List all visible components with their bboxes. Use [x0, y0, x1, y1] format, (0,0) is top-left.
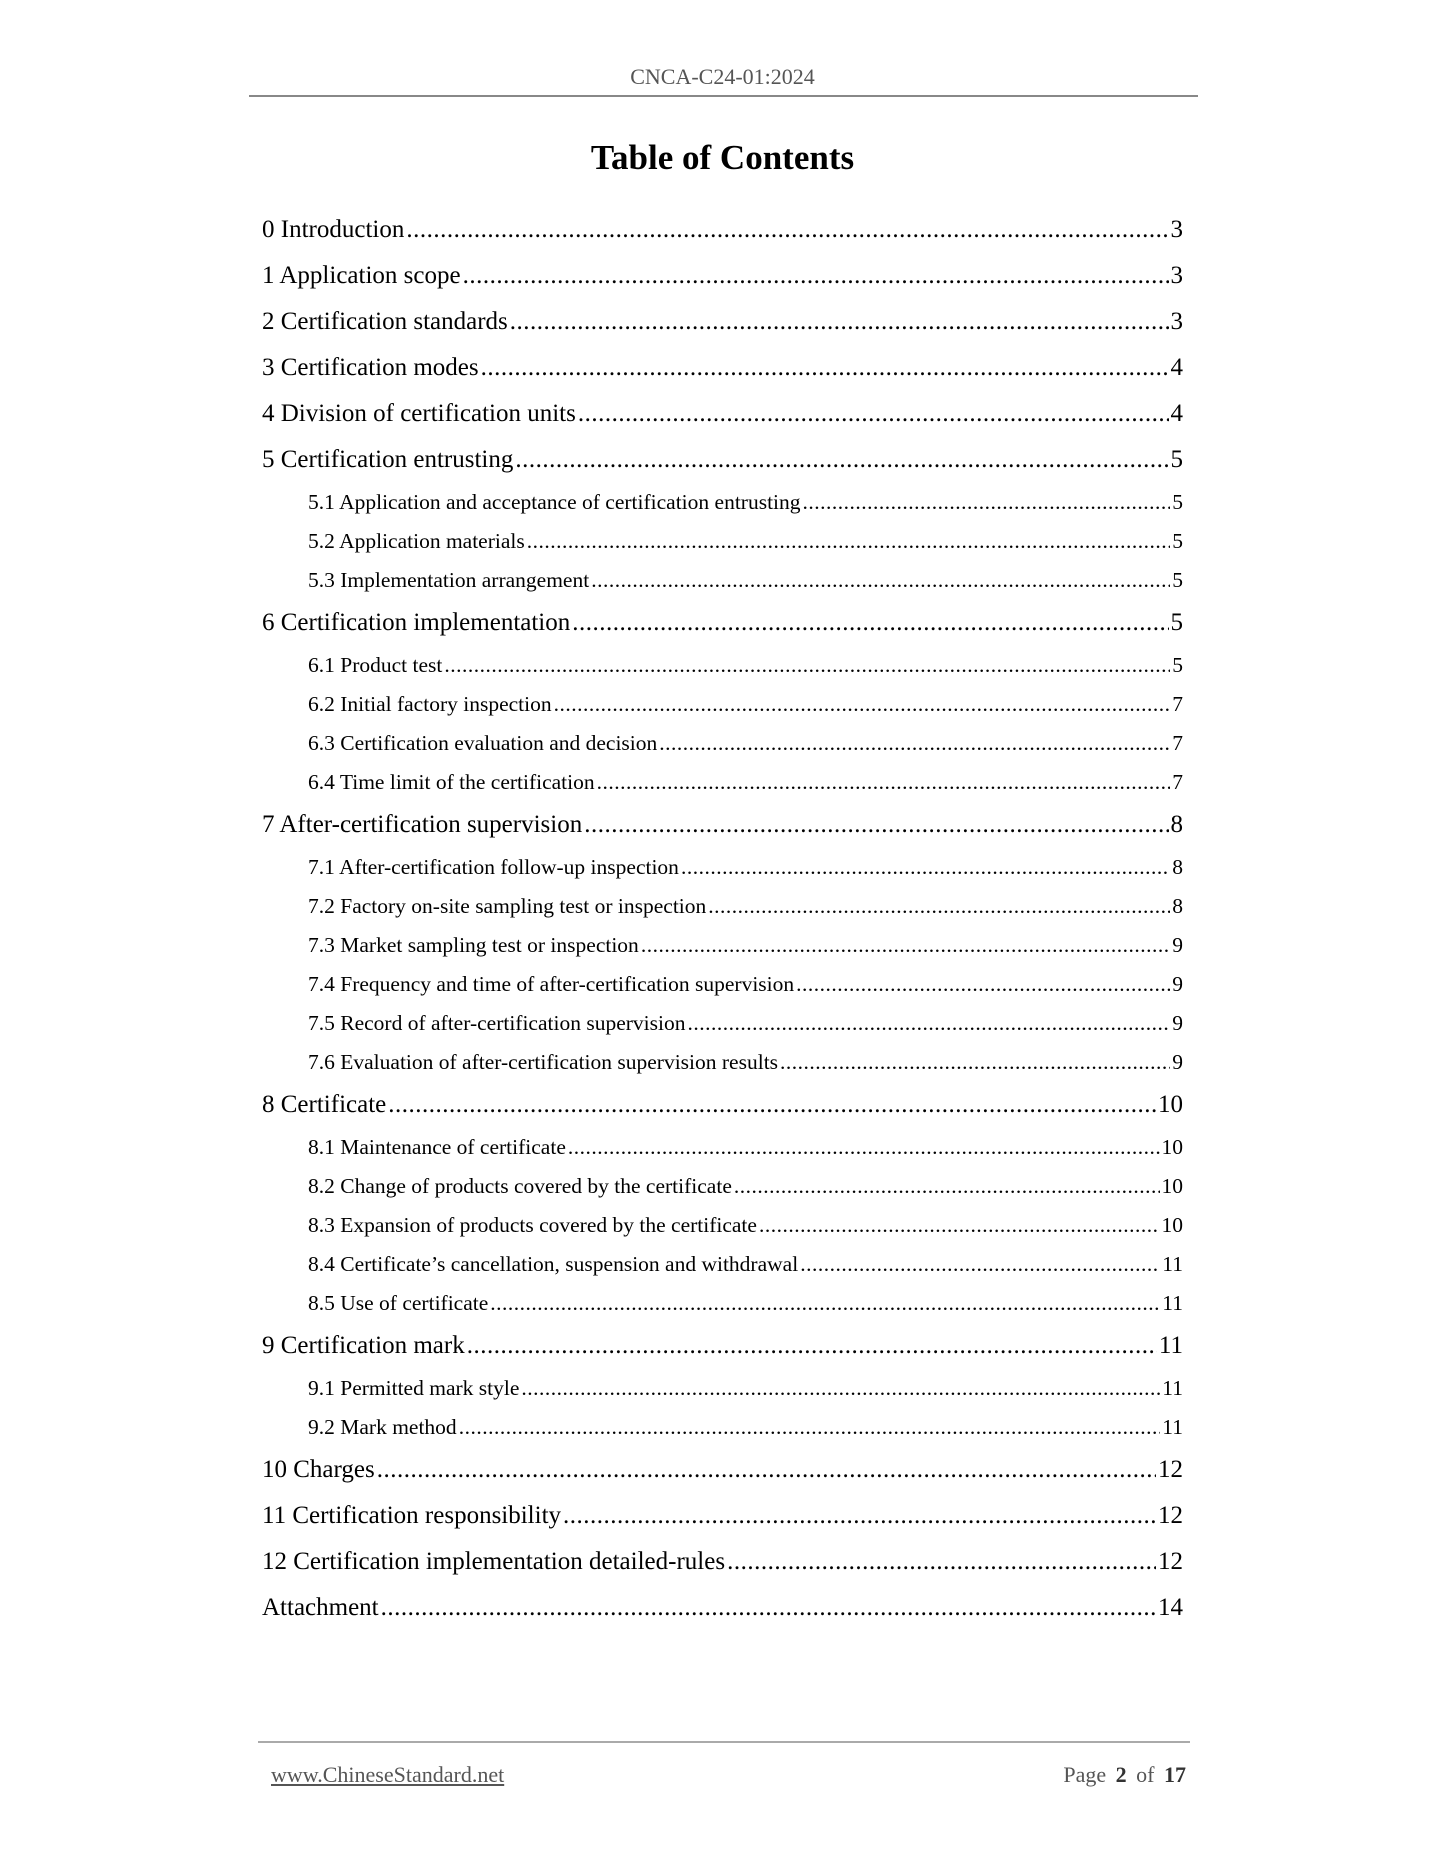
dot-leader	[381, 1585, 1156, 1631]
toc-entry[interactable]	[262, 1323, 1183, 1369]
toc-entry-label: 4 Division of certification units	[262, 400, 576, 427]
toc-entry-page: 11	[1162, 1415, 1183, 1439]
toc-entry[interactable]	[262, 887, 1183, 926]
toc-entry-page: 10	[1161, 1135, 1183, 1159]
toc-entry-label: Attachment	[262, 1594, 379, 1621]
dot-leader	[578, 391, 1169, 437]
toc-entry-page: 10	[1158, 1091, 1183, 1118]
dot-leader	[759, 1206, 1160, 1245]
toc-entry[interactable]	[262, 1493, 1183, 1539]
toc-entry-label: 7.3 Market sampling test or inspection	[308, 933, 639, 957]
dot-leader	[527, 522, 1171, 561]
toc-entry-label: 7 After-certification supervision	[262, 811, 583, 838]
toc-entry-label: 8 Certificate	[262, 1091, 387, 1118]
dot-leader	[780, 1043, 1170, 1082]
dot-leader	[796, 965, 1170, 1004]
toc-entry[interactable]	[262, 1206, 1183, 1245]
dot-leader	[734, 1167, 1160, 1206]
dot-leader	[687, 1004, 1170, 1043]
toc-entry-label: 7.4 Frequency and time of after-certification supervision	[308, 972, 795, 996]
toc-entry-label: 6.4 Time limit of the certification	[308, 770, 595, 794]
document-code-header: CNCA-C24-01:2024	[630, 64, 815, 89]
dot-leader	[463, 253, 1169, 299]
toc-entry-page: 3	[1170, 308, 1183, 335]
toc-entry[interactable]	[262, 1128, 1183, 1167]
toc-entry-label: 7.5 Record of after-certification supervision	[308, 1011, 686, 1035]
toc-entry-label: 6 Certification implementation	[262, 609, 571, 636]
toc-entry-label: 5.3 Implementation arrangement	[308, 568, 590, 592]
dot-leader	[568, 1128, 1160, 1167]
toc-entry-label: 5.2 Application materials	[308, 529, 525, 553]
toc-entry[interactable]	[262, 1004, 1183, 1043]
toc-entry-page: 5	[1172, 568, 1183, 592]
toc-entry-label: 10 Charges	[262, 1456, 375, 1483]
dot-leader	[388, 1082, 1156, 1128]
toc-entry[interactable]	[262, 1585, 1183, 1631]
toc-entry-label: 3 Certification modes	[262, 354, 479, 381]
toc-entry-label: 6.3 Certification evaluation and decision	[308, 731, 658, 755]
dot-leader	[708, 887, 1170, 926]
toc-entry-page: 4	[1170, 400, 1183, 427]
toc-entry[interactable]	[262, 1539, 1183, 1585]
toc-entry[interactable]	[262, 685, 1183, 724]
toc-entry-label: 5.1 Application and acceptance of certification entrusting	[308, 490, 801, 514]
toc-entry-label: 8.2 Change of products covered by the certificate	[308, 1174, 732, 1198]
toc-entry-label: 0 Introduction	[262, 216, 405, 243]
toc-entry-page: 7	[1172, 770, 1183, 794]
total-pages: 17	[1164, 1762, 1186, 1787]
toc-entry-page: 11	[1162, 1252, 1183, 1276]
dot-leader	[591, 561, 1170, 600]
toc-entry-page: 7	[1172, 731, 1183, 755]
toc-entry-page: 9	[1172, 972, 1183, 996]
toc-entry-label: 2 Certification standards	[262, 308, 508, 335]
toc-entry-page: 5	[1170, 446, 1183, 473]
toc-entry[interactable]	[262, 253, 1183, 299]
toc-entry[interactable]	[262, 848, 1183, 887]
toc-entry-page: 12	[1158, 1548, 1183, 1575]
toc-entry[interactable]	[262, 600, 1183, 646]
page-indicator	[1063, 1762, 1186, 1788]
toc-entry[interactable]	[262, 1245, 1183, 1284]
toc-entry-label: 9.1 Permitted mark style	[308, 1376, 520, 1400]
toc-entry-label: 8.5 Use of certificate	[308, 1291, 489, 1315]
dot-leader	[641, 926, 1170, 965]
toc-entry-page: 3	[1170, 216, 1183, 243]
dot-leader	[563, 1493, 1156, 1539]
dot-leader	[521, 1369, 1160, 1408]
toc-entry-label: 8.1 Maintenance of certificate	[308, 1135, 566, 1159]
dot-leader	[459, 1408, 1161, 1447]
toc-entry-page: 12	[1158, 1456, 1183, 1483]
toc-entry-label: 12 Certification implementation detailed-rules	[262, 1548, 726, 1575]
toc-entry[interactable]	[262, 1447, 1183, 1493]
toc-entry[interactable]	[262, 391, 1183, 437]
toc-entry-label: 8.4 Certificate’s cancellation, suspension and withdrawal	[308, 1252, 799, 1276]
toc-entry-page: 5	[1172, 490, 1183, 514]
toc-entry-label: 6.2 Initial factory inspection	[308, 692, 552, 716]
dot-leader	[572, 600, 1168, 646]
toc-entry-page: 11	[1162, 1376, 1183, 1400]
toc-entry-page: 8	[1172, 855, 1183, 879]
toc-entry-page: 5	[1170, 609, 1183, 636]
toc-entry-label: 5 Certification entrusting	[262, 446, 514, 473]
of-word: of	[1136, 1762, 1155, 1787]
toc-entry-label: 9.2 Mark method	[308, 1415, 457, 1439]
dot-leader	[659, 724, 1170, 763]
toc-entry[interactable]	[262, 1043, 1183, 1082]
dot-leader	[510, 299, 1169, 345]
toc-entry[interactable]	[262, 1284, 1183, 1323]
toc-entry[interactable]	[262, 437, 1183, 483]
toc-entry-page: 12	[1158, 1502, 1183, 1529]
toc-entry[interactable]	[262, 1167, 1183, 1206]
header-divider	[249, 95, 1198, 97]
dot-leader	[481, 345, 1169, 391]
toc-entry-page: 10	[1161, 1213, 1183, 1237]
toc-entry-page: 10	[1161, 1174, 1183, 1198]
dot-leader	[444, 646, 1170, 685]
toc-entry-page: 5	[1172, 529, 1183, 553]
toc-entry[interactable]	[262, 561, 1183, 600]
toc-entry-label: 6.1 Product test	[308, 653, 443, 677]
toc-entry-page: 5	[1172, 653, 1183, 677]
toc-entry-label: 7.2 Factory on-site sampling test or inspection	[308, 894, 707, 918]
toc-entry-page: 11	[1158, 1332, 1183, 1359]
toc-entry[interactable]	[262, 1369, 1183, 1408]
dot-leader	[554, 685, 1171, 724]
toc-entry[interactable]	[262, 802, 1183, 848]
dot-leader	[681, 848, 1170, 887]
toc-entry[interactable]	[262, 207, 1183, 253]
toc-entry-page: 14	[1158, 1594, 1183, 1621]
toc-entry-page: 3	[1170, 262, 1183, 289]
table-of-contents	[262, 207, 1183, 1631]
toc-entry-label: 7.6 Evaluation of after-certification supervision results	[308, 1050, 779, 1074]
dot-leader	[727, 1539, 1156, 1585]
toc-entry[interactable]	[262, 724, 1183, 763]
toc-entry-page: 9	[1172, 1050, 1183, 1074]
dot-leader	[800, 1245, 1160, 1284]
toc-entry[interactable]	[262, 965, 1183, 1004]
page-word: Page	[1063, 1762, 1107, 1787]
dot-leader	[515, 437, 1168, 483]
dot-leader	[467, 1323, 1157, 1369]
toc-entry[interactable]	[262, 522, 1183, 561]
toc-entry[interactable]	[262, 763, 1183, 802]
toc-entry-page: 9	[1172, 933, 1183, 957]
dot-leader	[490, 1284, 1160, 1323]
website-link[interactable]: www.ChineseStandard.net	[271, 1762, 505, 1787]
toc-entry-label: 7.1 After-certification follow-up inspection	[308, 855, 679, 879]
toc-entry-page: 11	[1162, 1291, 1183, 1315]
dot-leader	[584, 802, 1168, 848]
toc-entry[interactable]	[262, 483, 1183, 522]
toc-entry[interactable]	[262, 1408, 1183, 1447]
toc-entry-page: 8	[1172, 894, 1183, 918]
toc-entry-page: 8	[1170, 811, 1183, 838]
toc-entry-page: 7	[1172, 692, 1183, 716]
current-page: 2	[1115, 1762, 1127, 1787]
toc-entry-label: 9 Certification mark	[262, 1332, 465, 1359]
toc-entry-page: 9	[1172, 1011, 1183, 1035]
toc-entry[interactable]	[262, 345, 1183, 391]
toc-entry[interactable]	[262, 299, 1183, 345]
toc-entry-label: 1 Application scope	[262, 262, 461, 289]
toc-entry[interactable]	[262, 926, 1183, 965]
dot-leader	[597, 763, 1171, 802]
toc-entry-page: 4	[1170, 354, 1183, 381]
dot-leader	[377, 1447, 1156, 1493]
dot-leader	[803, 483, 1171, 522]
toc-entry-label: 8.3 Expansion of products covered by the certificate	[308, 1213, 757, 1237]
toc-entry-label: 11 Certification responsibility	[262, 1502, 562, 1529]
toc-entry[interactable]	[262, 646, 1183, 685]
footer-divider	[258, 1741, 1190, 1743]
toc-entry[interactable]	[262, 1082, 1183, 1128]
dot-leader	[406, 207, 1168, 253]
page-title: Table of Contents	[590, 138, 855, 177]
